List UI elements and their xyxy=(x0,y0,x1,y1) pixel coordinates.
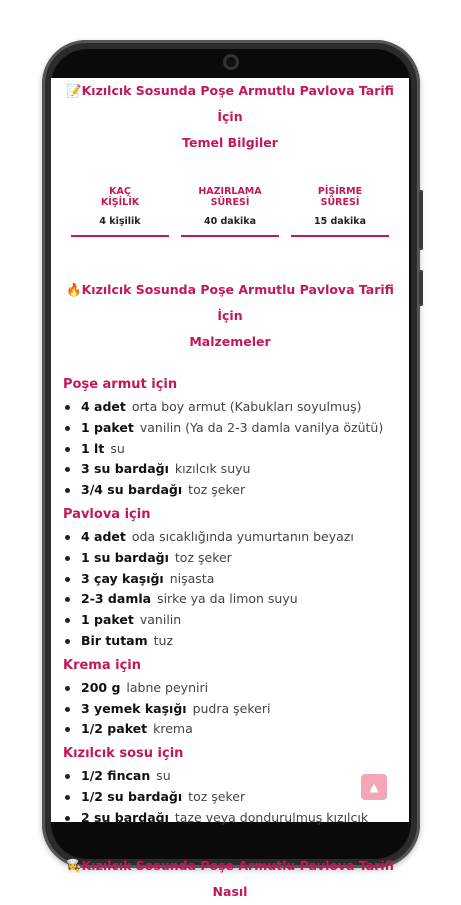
info-row xyxy=(71,186,389,237)
list-item xyxy=(81,699,397,720)
ingredient-description: taze veya dondurulmuş kızılcık xyxy=(174,809,369,825)
list-item xyxy=(81,589,397,610)
fire-icon: 🔥 xyxy=(66,282,82,297)
ingredient-description: toz şeker xyxy=(174,549,232,565)
basic-info-heading: 📝Kızılcık Sosunda Poşe Armutlu Pavlova Tarifi İçin Temel Bilgiler xyxy=(66,83,394,150)
ingredient-group-title: Pavlova için xyxy=(63,506,151,522)
list-item xyxy=(81,548,397,569)
ingredient-description: kızılcık suyu xyxy=(174,461,251,477)
ingredient-description: pudra şekeri xyxy=(192,700,271,716)
ingredient-description: sirke ya da limon suyu xyxy=(157,591,298,607)
info-cook-time: PİŞİRME SÜRESİ 15 dakika xyxy=(291,186,389,237)
ingredient-quantity: 1/2 paket xyxy=(81,721,148,737)
ingredient-quantity: Bir tutam xyxy=(81,632,148,648)
list-item xyxy=(81,527,397,548)
list-item xyxy=(81,719,397,740)
ingredient-description: krema xyxy=(153,721,193,737)
list-item xyxy=(81,678,397,699)
ingredient-quantity: 3/4 su bardağı xyxy=(81,482,183,498)
ingredient-quantity: 1 paket xyxy=(81,612,134,628)
screen[interactable] xyxy=(51,78,409,899)
ingredient-description: toz şeker xyxy=(188,788,246,804)
chef-icon: 👩‍🍳 xyxy=(66,857,82,873)
arrow-up-icon: ▲ xyxy=(369,780,379,794)
recipe-content xyxy=(51,78,409,905)
ingredient-quantity: 1/2 su bardağı xyxy=(81,788,183,804)
ingredient-description: oda sıcaklığında yumurtanın beyazı xyxy=(131,528,354,544)
ingredient-quantity: 2 su bardağı xyxy=(81,809,169,825)
ingredient-quantity: 1 su bardağı xyxy=(81,549,169,565)
ingredient-description: tuz xyxy=(153,632,174,648)
list-item xyxy=(81,787,397,808)
ingredient-quantity: 3 su bardağı xyxy=(81,461,169,477)
ingredient-description: vanilin xyxy=(139,612,182,628)
ingredient-description: su xyxy=(110,440,125,456)
list-item xyxy=(81,631,397,652)
ingredient-quantity: 4 adet xyxy=(81,528,126,544)
ingredient-description: su xyxy=(156,768,171,784)
ingredient-description: nişasta xyxy=(169,570,215,586)
ingredient-groups xyxy=(63,375,397,829)
volume-button xyxy=(419,190,423,250)
ingredient-group-title: Poşe armut için xyxy=(63,377,178,392)
list-item xyxy=(81,480,397,501)
list-item xyxy=(81,439,397,460)
ingredient-quantity: 3 çay kaşığı xyxy=(81,570,164,586)
ingredient-description: toz şeker xyxy=(188,482,246,498)
list-item xyxy=(81,459,397,480)
front-camera xyxy=(223,54,239,70)
ingredient-list xyxy=(63,527,397,652)
ingredient-description: labne peyniri xyxy=(126,679,209,695)
list-item xyxy=(81,569,397,590)
ingredients-heading: 🔥Kızılcık Sosunda Poşe Armutlu Pavlova Tarifi İçin Malzemeler xyxy=(66,282,394,349)
ingredient-list xyxy=(63,766,397,828)
ingredient-quantity: 4 adet xyxy=(81,399,126,414)
ingredient-quantity: 2-3 damla xyxy=(81,591,152,607)
instructions-heading: 👩‍🍳Kızılcık Sosunda Poşe Armutlu Pavlova Tarifi Nasıl xyxy=(66,857,394,899)
list-item xyxy=(81,808,397,829)
ingredient-group-title: Krema için xyxy=(63,657,142,673)
info-servings: KAÇ KİŞİLİK 4 kişilik xyxy=(71,186,169,237)
ingredient-list xyxy=(63,678,397,740)
ingredient-quantity: 3 yemek kaşığı xyxy=(81,700,187,716)
ingredient-group-title: Kızılcık sosu için xyxy=(63,746,184,762)
power-button xyxy=(419,270,423,306)
scroll-to-top-button[interactable] xyxy=(361,774,387,800)
ingredient-quantity: 1 paket xyxy=(81,419,134,435)
ingredient-description: orta boy armut (Kabukları soyulmuş) xyxy=(131,399,362,414)
list-item xyxy=(81,418,397,439)
list-item xyxy=(81,610,397,631)
ingredient-quantity: 200 g xyxy=(81,679,121,695)
ingredient-description: vanilin (Ya da 2-3 damla vanilya özütü) xyxy=(139,419,384,435)
ingredient-list xyxy=(63,397,397,501)
ingredient-quantity: 1/2 fincan xyxy=(81,768,151,784)
info-prep-time: HAZIRLAMA SÜRESİ 40 dakika xyxy=(181,186,279,237)
pencil-icon: 📝 xyxy=(66,83,82,98)
list-item xyxy=(81,397,397,418)
ingredient-quantity: 1 lt xyxy=(81,440,105,456)
list-item xyxy=(81,766,397,787)
